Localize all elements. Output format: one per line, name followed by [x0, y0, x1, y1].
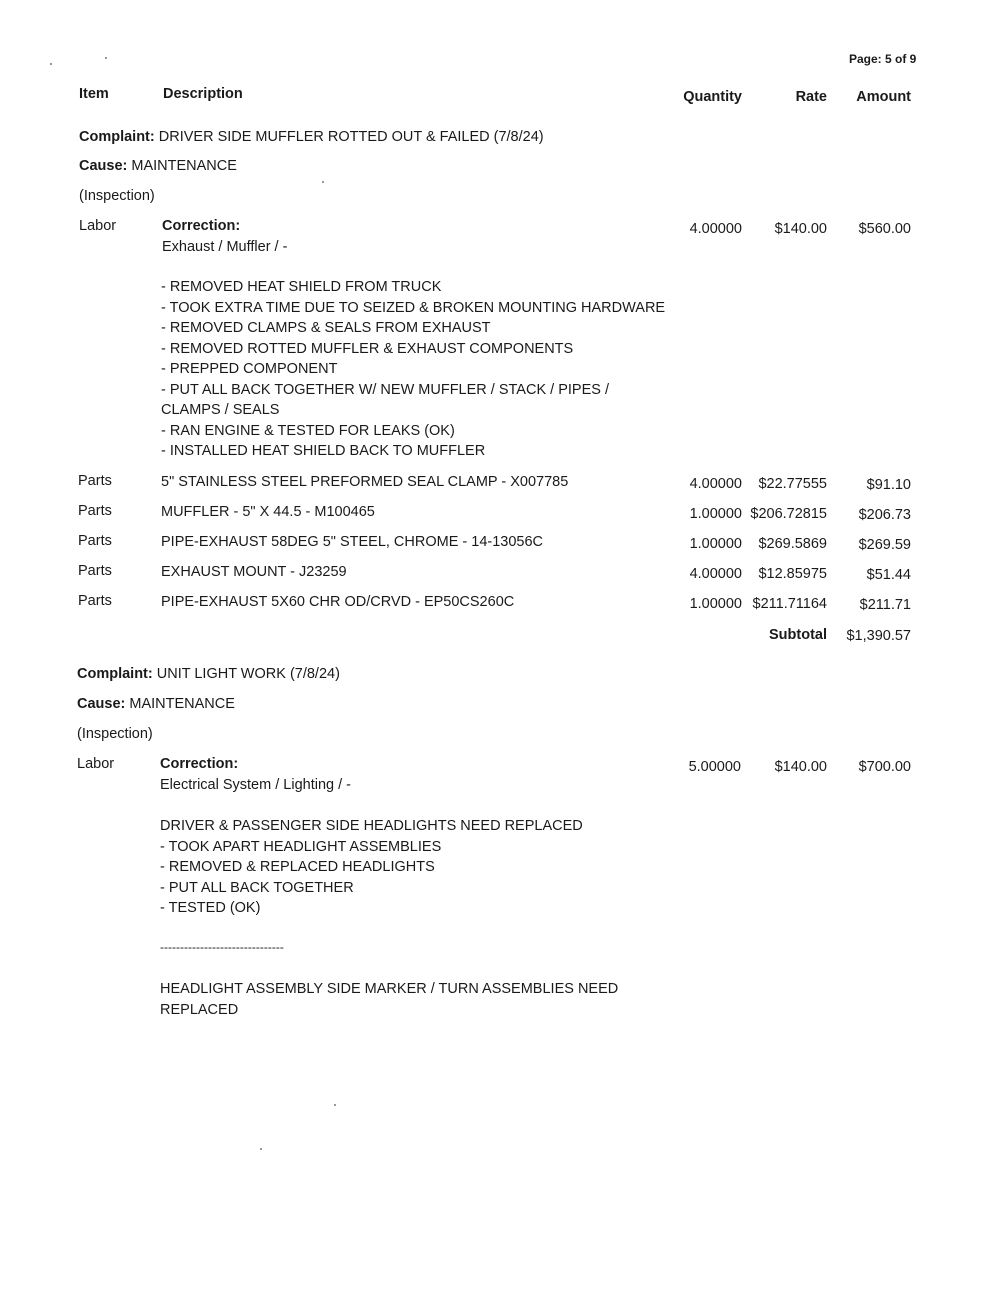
note-line: REPLACED — [160, 1001, 239, 1018]
header-rate: Rate — [795, 89, 827, 105]
note-line: - PUT ALL BACK TOGETHER — [160, 879, 354, 896]
note-line: - TESTED (OK) — [160, 900, 261, 916]
note-line: DRIVER & PASSENGER SIDE HEADLIGHTS NEED REPLACED — [160, 818, 583, 834]
amount-value: $91.10 — [866, 477, 911, 493]
note-line: - REMOVED & REPLACED HEADLIGHTS — [160, 859, 435, 875]
part-description: MUFFLER - 5" X 44.5 - M100465 — [161, 504, 375, 520]
item-type: Labor — [79, 218, 117, 234]
rate-value: $12.85975 — [758, 566, 827, 582]
item-type: Parts — [78, 593, 112, 609]
scan-speck — [322, 181, 324, 183]
part-description: PIPE-EXHAUST 58DEG 5" STEEL, CHROME - 14-13056C — [161, 534, 544, 550]
header-description: Description — [163, 86, 243, 102]
rate-value: $140.00 — [774, 759, 827, 775]
note-line: CLAMPS / SEALS — [161, 402, 280, 418]
note-line: - PREPPED COMPONENT — [161, 361, 338, 377]
amount-value: $700.00 — [858, 759, 911, 775]
note-line: - REMOVED ROTTED MUFFLER & EXHAUST COMPONENTS — [161, 340, 574, 357]
quantity-value: 4.00000 — [689, 566, 742, 582]
complaint-text: DRIVER SIDE MUFFLER ROTTED OUT & FAILED (7/8/24) — [158, 129, 544, 145]
correction-notes — [160, 818, 583, 921]
system-path: Exhaust / Muffler / - — [162, 239, 288, 255]
correction-notes — [161, 279, 665, 464]
item-type: Parts — [78, 503, 112, 519]
quantity-value: 1.00000 — [689, 596, 742, 612]
quantity-value: 4.00000 — [689, 221, 742, 237]
subtotal-value: $1,390.57 — [846, 628, 911, 644]
amount-value: $211.71 — [859, 597, 911, 613]
header-item: Item — [79, 86, 109, 102]
cause-line — [79, 158, 237, 175]
amount-value: $269.59 — [858, 537, 911, 553]
item-type: Parts — [78, 473, 112, 489]
page-number: Page: 5 of 9 — [849, 52, 917, 66]
cause-label: Cause: — [79, 158, 128, 174]
quantity-value: 1.00000 — [689, 536, 742, 552]
complaint-line — [77, 666, 340, 683]
note-line: - INSTALLED HEAT SHIELD BACK TO MUFFLER — [161, 443, 486, 459]
item-type: Labor — [77, 756, 115, 772]
note-line: - REMOVED CLAMPS & SEALS FROM EXHAUST — [161, 320, 491, 336]
rate-value: $269.5869 — [758, 536, 827, 552]
rate-value: $211.71164 — [752, 596, 827, 612]
amount-value: $51.44 — [866, 567, 911, 583]
inspection-label: (Inspection) — [77, 726, 153, 742]
part-description: PIPE-EXHAUST 5X60 CHR OD/CRVD - EP50CS260C — [161, 594, 515, 610]
scan-speck — [334, 1104, 336, 1106]
subtotal-label: Subtotal — [769, 627, 827, 643]
part-description: 5" STAINLESS STEEL PREFORMED SEAL CLAMP - X007785 — [161, 474, 569, 490]
note-line: - TOOK EXTRA TIME DUE TO SEIZED & BROKEN MOUNTING HARDWARE — [161, 299, 666, 316]
complaint-label: Complaint: — [79, 129, 155, 145]
correction-label: Correction: — [162, 218, 241, 234]
separator-line: ------------------------------- — [160, 940, 284, 954]
cause-text: MAINTENANCE — [129, 696, 235, 712]
note-line: - RAN ENGINE & TESTED FOR LEAKS (OK) — [161, 422, 455, 439]
rate-value: $22.77555 — [758, 476, 827, 492]
amount-value: $206.73 — [858, 507, 911, 523]
scan-speck — [50, 63, 52, 65]
correction-label: Correction: — [160, 756, 239, 772]
note-line: HEADLIGHT ASSEMBLY SIDE MARKER / TURN ASSEMBLIES NEED — [160, 981, 619, 997]
quantity-value: 1.00000 — [689, 506, 742, 522]
cause-line — [77, 696, 235, 713]
inspection-label: (Inspection) — [79, 188, 155, 204]
item-type: Parts — [78, 533, 112, 549]
item-type: Parts — [78, 563, 112, 579]
rate-value: $140.00 — [774, 221, 827, 237]
complaint-text: UNIT LIGHT WORK (7/8/24) — [156, 666, 340, 682]
note-line: - PUT ALL BACK TOGETHER W/ NEW MUFFLER / STACK / PIPES / — [161, 381, 609, 398]
cause-label: Cause: — [77, 696, 126, 712]
cause-text: MAINTENANCE — [131, 158, 237, 174]
part-description: EXHAUST MOUNT - J23259 — [161, 564, 347, 580]
complaint-label: Complaint: — [77, 666, 153, 682]
quantity-value: 4.00000 — [689, 476, 742, 492]
scan-speck — [105, 57, 107, 59]
quantity-value: 5.00000 — [688, 759, 741, 775]
scan-speck — [260, 1148, 262, 1150]
header-quantity: Quantity — [683, 89, 742, 105]
header-amount: Amount — [856, 89, 911, 105]
system-path: Electrical System / Lighting / - — [160, 777, 351, 793]
additional-notes — [160, 981, 618, 1022]
complaint-line — [79, 129, 544, 146]
note-line: - REMOVED HEAT SHIELD FROM TRUCK — [161, 279, 442, 295]
amount-value: $560.00 — [858, 221, 911, 237]
note-line: - TOOK APART HEADLIGHT ASSEMBLIES — [160, 838, 442, 855]
rate-value: $206.72815 — [750, 506, 827, 522]
